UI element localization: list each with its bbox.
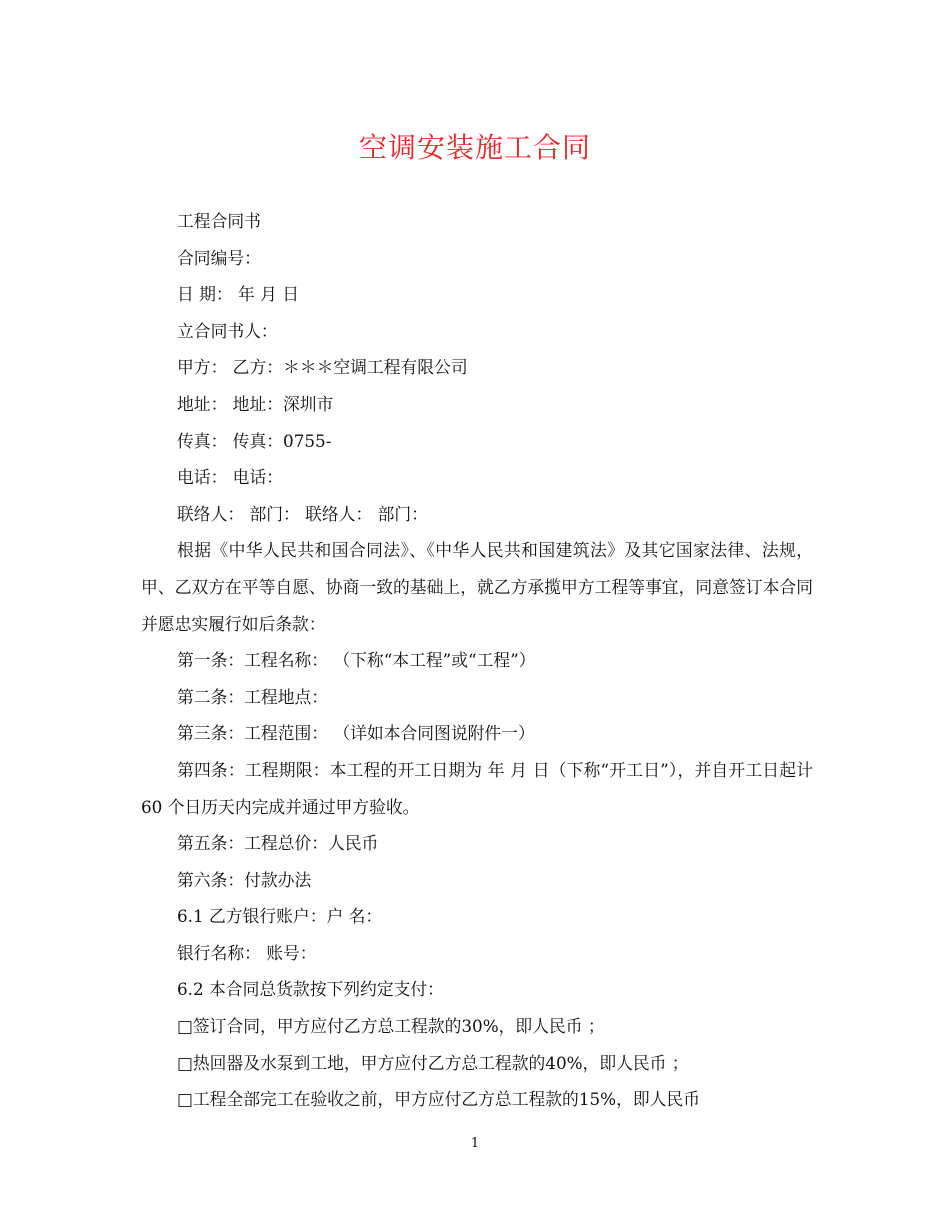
paragraph-phone: 电话： 电话： — [177, 467, 284, 488]
paragraph-article-3: 第三条：工程范围： （详如本合同图说附件一） — [177, 723, 535, 744]
paragraph-payment-1: □签订合同，甲方应付乙方总工程款的30%，即人民币 ； — [177, 1016, 605, 1037]
paragraph-clause-6-2: 6.2 本合同总货款按下列约定支付： — [177, 979, 444, 1000]
paragraph-article-6: 第六条：付款办法 — [177, 869, 312, 890]
paragraph-date: 日 期： 年 月 日 — [177, 284, 300, 305]
paragraph-article-1: 第一条：工程名称： （下称“本工程”或“工程”） — [177, 650, 536, 671]
paragraph-contract-number: 合同编号： — [177, 247, 261, 268]
paragraph-payment-3: □工程全部完工在验收之前，甲方应付乙方总工程款的15%，即人民币 — [177, 1089, 701, 1110]
paragraph-parties-label: 立合同书人： — [177, 320, 278, 341]
document-title: 空调安装施工合同 — [358, 131, 591, 164]
paragraph-preamble: 根据《中华人民共和国合同法》、《中华人民共和国建筑法》及其它国家法律、法规，甲、乙双方在平等自愿、协商一致的基础上，就乙方承揽甲方工程等事宜，同意签订本合同并愿忠实履行如后条款： — [141, 540, 813, 634]
paragraph-addresses: 地址： 地址：深圳市 — [177, 393, 334, 414]
paragraph-party-names: 甲方： 乙方：＊＊＊空调工程有限公司 — [177, 357, 468, 378]
paragraph-bank-info: 银行名称： 账号： — [177, 942, 317, 963]
paragraph-article-2: 第二条：工程地点： — [177, 686, 329, 707]
paragraph-article-5: 第五条：工程总价：人民币 — [177, 833, 379, 854]
page-number: 1 — [470, 1136, 480, 1151]
paragraph-contract-heading: 工程合同书 — [177, 211, 261, 231]
document-body — [141, 203, 819, 1118]
paragraph-payment-2: □热回器及水泵到工地，甲方应付乙方总工程款的40%，即人民币 ； — [177, 1052, 689, 1073]
paragraph-clause-6-1: 6.1 乙方银行账户：户 名： — [177, 906, 383, 927]
paragraph-fax: 传真： 传真：0755- — [177, 430, 332, 451]
paragraph-contacts: 联络人： 部门： 联络人： 部门： — [177, 503, 428, 524]
paragraph-article-4: 第四条：工程期限：本工程的开工日期为 年 月 日（下称“开工日”），并自开工日起计 60 个日历天内完成并通过甲方验收。 — [141, 759, 819, 817]
